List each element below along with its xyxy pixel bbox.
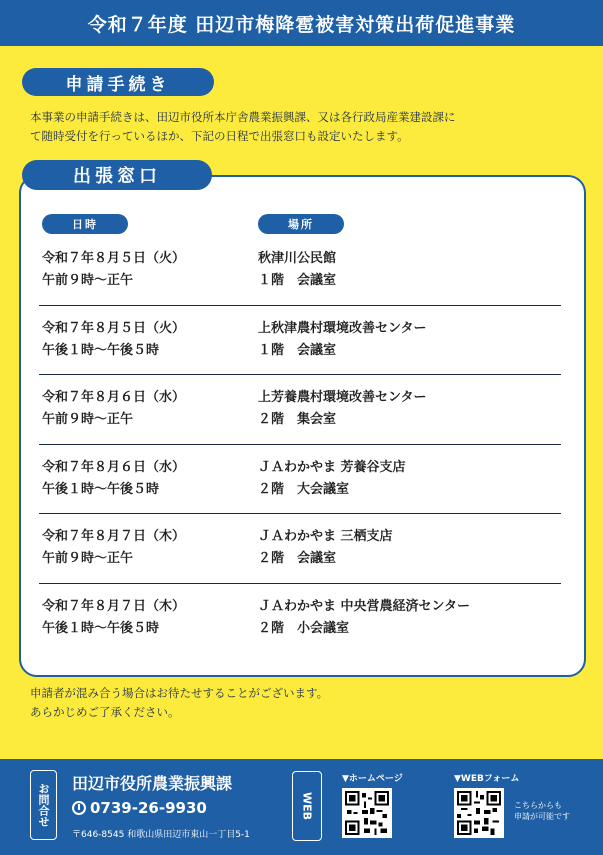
phone-number: 0739-26-9930: [90, 799, 207, 817]
apply-heading: 申請手続き: [22, 68, 214, 96]
row-date: 令和７年８月６日（水）: [42, 390, 186, 405]
apply-text-line2: て随時受付を行っているほか、下記の日程で出張窓口も設定いたします。: [30, 129, 409, 143]
row-place: ＪＡわかやま 中央営農経済センター: [258, 598, 471, 614]
row-room: １階 会議室: [258, 342, 337, 358]
row-room: ２階 会議室: [258, 551, 337, 566]
homepage-label: ▼ホームページ: [342, 774, 403, 784]
row-place: ＪＡわかやま 芳養谷支店: [258, 459, 406, 475]
row-time: 午後１時〜午後５時: [42, 481, 160, 497]
schedule-list: [39, 236, 561, 653]
row-date: 令和７年８月７日（木）: [42, 598, 186, 614]
inquiry-label: お問合せ: [30, 770, 57, 840]
side-note-line1: こちらからも: [514, 801, 562, 810]
side-note-line2: 申請が可能です: [514, 812, 570, 821]
row-room: ２階 大会議室: [258, 481, 350, 497]
place-column-header: 場所: [258, 214, 344, 234]
title-bar: [0, 0, 603, 46]
row-date: 令和７年８月５日（火）: [42, 320, 186, 336]
row-time: 午前９時〜正午: [42, 273, 134, 288]
row-place: 上秋津農村環境改善センター: [258, 320, 427, 336]
row-place: ＪＡわかやま 三栖支店: [258, 529, 393, 544]
qr-code-icon: [345, 791, 389, 835]
row-place: 上芳養農村環境改善センター: [258, 390, 427, 405]
org-name: 田辺市役所農業振興課: [72, 774, 233, 793]
row-date: 令和７年８月６日（水）: [42, 459, 186, 475]
row-time: 午前９時〜正午: [42, 551, 134, 566]
schedule-row: [39, 514, 561, 584]
row-place: 秋津川公民館: [258, 251, 337, 266]
notice-line1: 申請者が混み合う場合はお待たせすることがございます。: [30, 686, 329, 700]
webform-label: ▼WEBフォーム: [454, 774, 520, 784]
date-column-header: 日時: [42, 214, 128, 234]
page-title: 令和７年度 田辺市梅降雹被害対策出荷促進事業: [87, 13, 516, 36]
row-date: 令和７年８月５日（火）: [42, 251, 186, 266]
row-date: 令和７年８月７日（木）: [42, 529, 186, 544]
footer: [0, 759, 603, 855]
window-heading: 出張窓口: [22, 160, 212, 190]
webform-qr-code[interactable]: [454, 788, 504, 838]
address: 〒646-8545 和歌山県田辺市東山一丁目5-1: [72, 830, 250, 840]
apply-description: [30, 108, 578, 146]
apply-text-line1: 本事業の申請手続きは、田辺市役所本庁舎農業振興課、又は各行政局産業建設課に: [30, 110, 456, 124]
notice: [30, 684, 328, 722]
row-room: １階 会議室: [258, 273, 337, 288]
row-time: 午前９時〜正午: [42, 412, 134, 427]
web-label-text: WEB: [300, 791, 314, 821]
schedule-row: [39, 306, 561, 376]
side-note: [514, 800, 570, 822]
schedule-row: [39, 445, 561, 515]
notice-line2: あらかじめご了承ください。: [30, 705, 180, 719]
row-time: 午後１時〜午後５時: [42, 620, 160, 636]
schedule-row: [39, 236, 561, 306]
row-time: 午後１時〜午後５時: [42, 342, 160, 358]
web-label: [292, 771, 322, 841]
qr-code-icon: [457, 791, 501, 835]
phone-icon: [72, 801, 86, 815]
homepage-qr-code[interactable]: [342, 788, 392, 838]
schedule-row: [39, 584, 561, 654]
row-room: ２階 小会議室: [258, 620, 350, 636]
schedule-row: [39, 375, 561, 445]
row-room: ２階 集会室: [258, 412, 337, 427]
phone[interactable]: [72, 799, 207, 817]
